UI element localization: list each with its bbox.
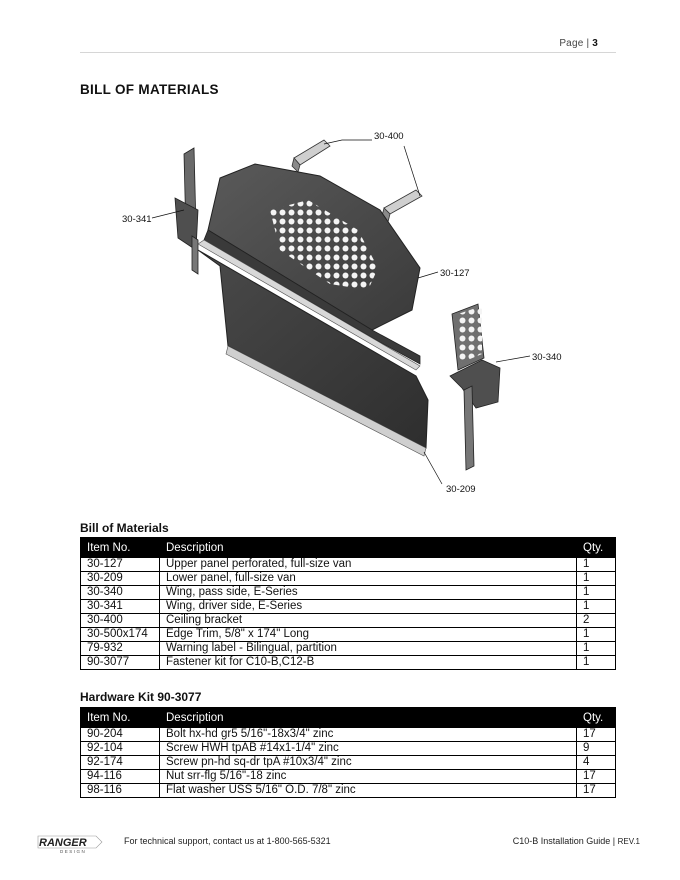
table-row	[81, 642, 616, 656]
qty-cell: 17	[577, 784, 616, 798]
table-row	[81, 600, 616, 614]
table-row	[81, 656, 616, 670]
description-cell: Lower panel, full-size van	[160, 572, 577, 586]
bom-table	[80, 537, 616, 670]
column-header: Description	[160, 708, 577, 728]
logo-text: RANGER	[39, 837, 87, 849]
description-cell: Warning label - Bilingual, partition	[160, 642, 577, 656]
item-number-cell: 30-209	[81, 572, 160, 586]
item-number-cell: 90-204	[81, 728, 160, 742]
column-header: Qty.	[577, 708, 616, 728]
table-row	[81, 628, 616, 642]
logo-subtext: DESIGN	[60, 849, 87, 854]
qty-cell: 17	[577, 770, 616, 784]
page-label: Page |	[559, 38, 593, 49]
item-number-cell: 30-127	[81, 558, 160, 572]
item-number-cell: 30-400	[81, 614, 160, 628]
guide-name: C10-B Installation Guide |	[512, 836, 618, 846]
table-row	[81, 572, 616, 586]
page-title: BILL OF MATERIALS	[80, 82, 219, 97]
table-row	[81, 728, 616, 742]
table-row	[81, 770, 616, 784]
column-header: Description	[160, 538, 577, 558]
item-number-cell: 92-104	[81, 742, 160, 756]
item-number-cell: 30-341	[81, 600, 160, 614]
description-cell: Fastener kit for C10-B,C12-B	[160, 656, 577, 670]
item-number-cell: 92-174	[81, 756, 160, 770]
callout-30-341: 30-341	[122, 214, 152, 225]
column-header: Item No.	[81, 538, 160, 558]
callout-30-340: 30-340	[532, 352, 562, 363]
item-number-cell: 30-340	[81, 586, 160, 600]
guide-info	[513, 836, 640, 846]
revision-label: REV.1	[617, 837, 640, 846]
description-cell: Screw HWH tpAB #14x1-1/4" zinc	[160, 742, 577, 756]
description-cell: Wing, driver side, E-Series	[160, 600, 577, 614]
callout-30-400: 30-400	[374, 131, 404, 142]
column-header: Qty.	[577, 538, 616, 558]
logo-graphic	[36, 832, 106, 854]
driver-wing-part	[175, 148, 198, 274]
qty-cell: 17	[577, 728, 616, 742]
item-number-cell: 90-3077	[81, 656, 160, 670]
page-number: 3	[592, 38, 598, 49]
item-number-cell: 94-116	[81, 770, 160, 784]
item-number-cell: 79-932	[81, 642, 160, 656]
page-header	[559, 38, 598, 49]
table-row	[81, 586, 616, 600]
ranger-design-logo	[36, 832, 106, 854]
qty-cell: 1	[577, 586, 616, 600]
hardware-table-title: Hardware Kit 90-3077	[80, 690, 202, 704]
item-number-cell: 98-116	[81, 784, 160, 798]
description-cell: Wing, pass side, E-Series	[160, 586, 577, 600]
table-row	[81, 742, 616, 756]
description-cell: Edge Trim, 5/8" x 174" Long	[160, 628, 577, 642]
table-row	[81, 756, 616, 770]
callout-30-209: 30-209	[446, 484, 476, 495]
column-header: Item No.	[81, 708, 160, 728]
parts-illustration	[80, 118, 616, 508]
hardware-table	[80, 707, 616, 798]
description-cell: Bolt hx-hd gr5 5/16"-18x3/4" zinc	[160, 728, 577, 742]
table-row	[81, 614, 616, 628]
callout-30-127: 30-127	[440, 268, 470, 279]
qty-cell: 2	[577, 614, 616, 628]
bom-header-row	[81, 538, 616, 558]
qty-cell: 1	[577, 642, 616, 656]
description-cell: Flat washer USS 5/16" O.D. 7/8" zinc	[160, 784, 577, 798]
support-contact-text: For technical support, contact us at 1-800-565-5321	[124, 836, 331, 846]
table-row	[81, 558, 616, 572]
qty-cell: 1	[577, 572, 616, 586]
qty-cell: 1	[577, 600, 616, 614]
description-cell: Ceiling bracket	[160, 614, 577, 628]
qty-cell: 1	[577, 656, 616, 670]
qty-cell: 1	[577, 558, 616, 572]
exploded-parts-diagram	[80, 118, 616, 508]
header-divider	[80, 52, 616, 53]
item-number-cell: 30-500x174	[81, 628, 160, 642]
table-row	[81, 784, 616, 798]
description-cell: Upper panel perforated, full-size van	[160, 558, 577, 572]
qty-cell: 4	[577, 756, 616, 770]
hardware-header-row	[81, 708, 616, 728]
description-cell: Screw pn-hd sq-dr tpA #10x3/4" zinc	[160, 756, 577, 770]
description-cell: Nut srr-flg 5/16"-18 zinc	[160, 770, 577, 784]
bom-table-title: Bill of Materials	[80, 521, 169, 535]
qty-cell: 1	[577, 628, 616, 642]
qty-cell: 9	[577, 742, 616, 756]
passenger-wing-part	[450, 304, 500, 470]
